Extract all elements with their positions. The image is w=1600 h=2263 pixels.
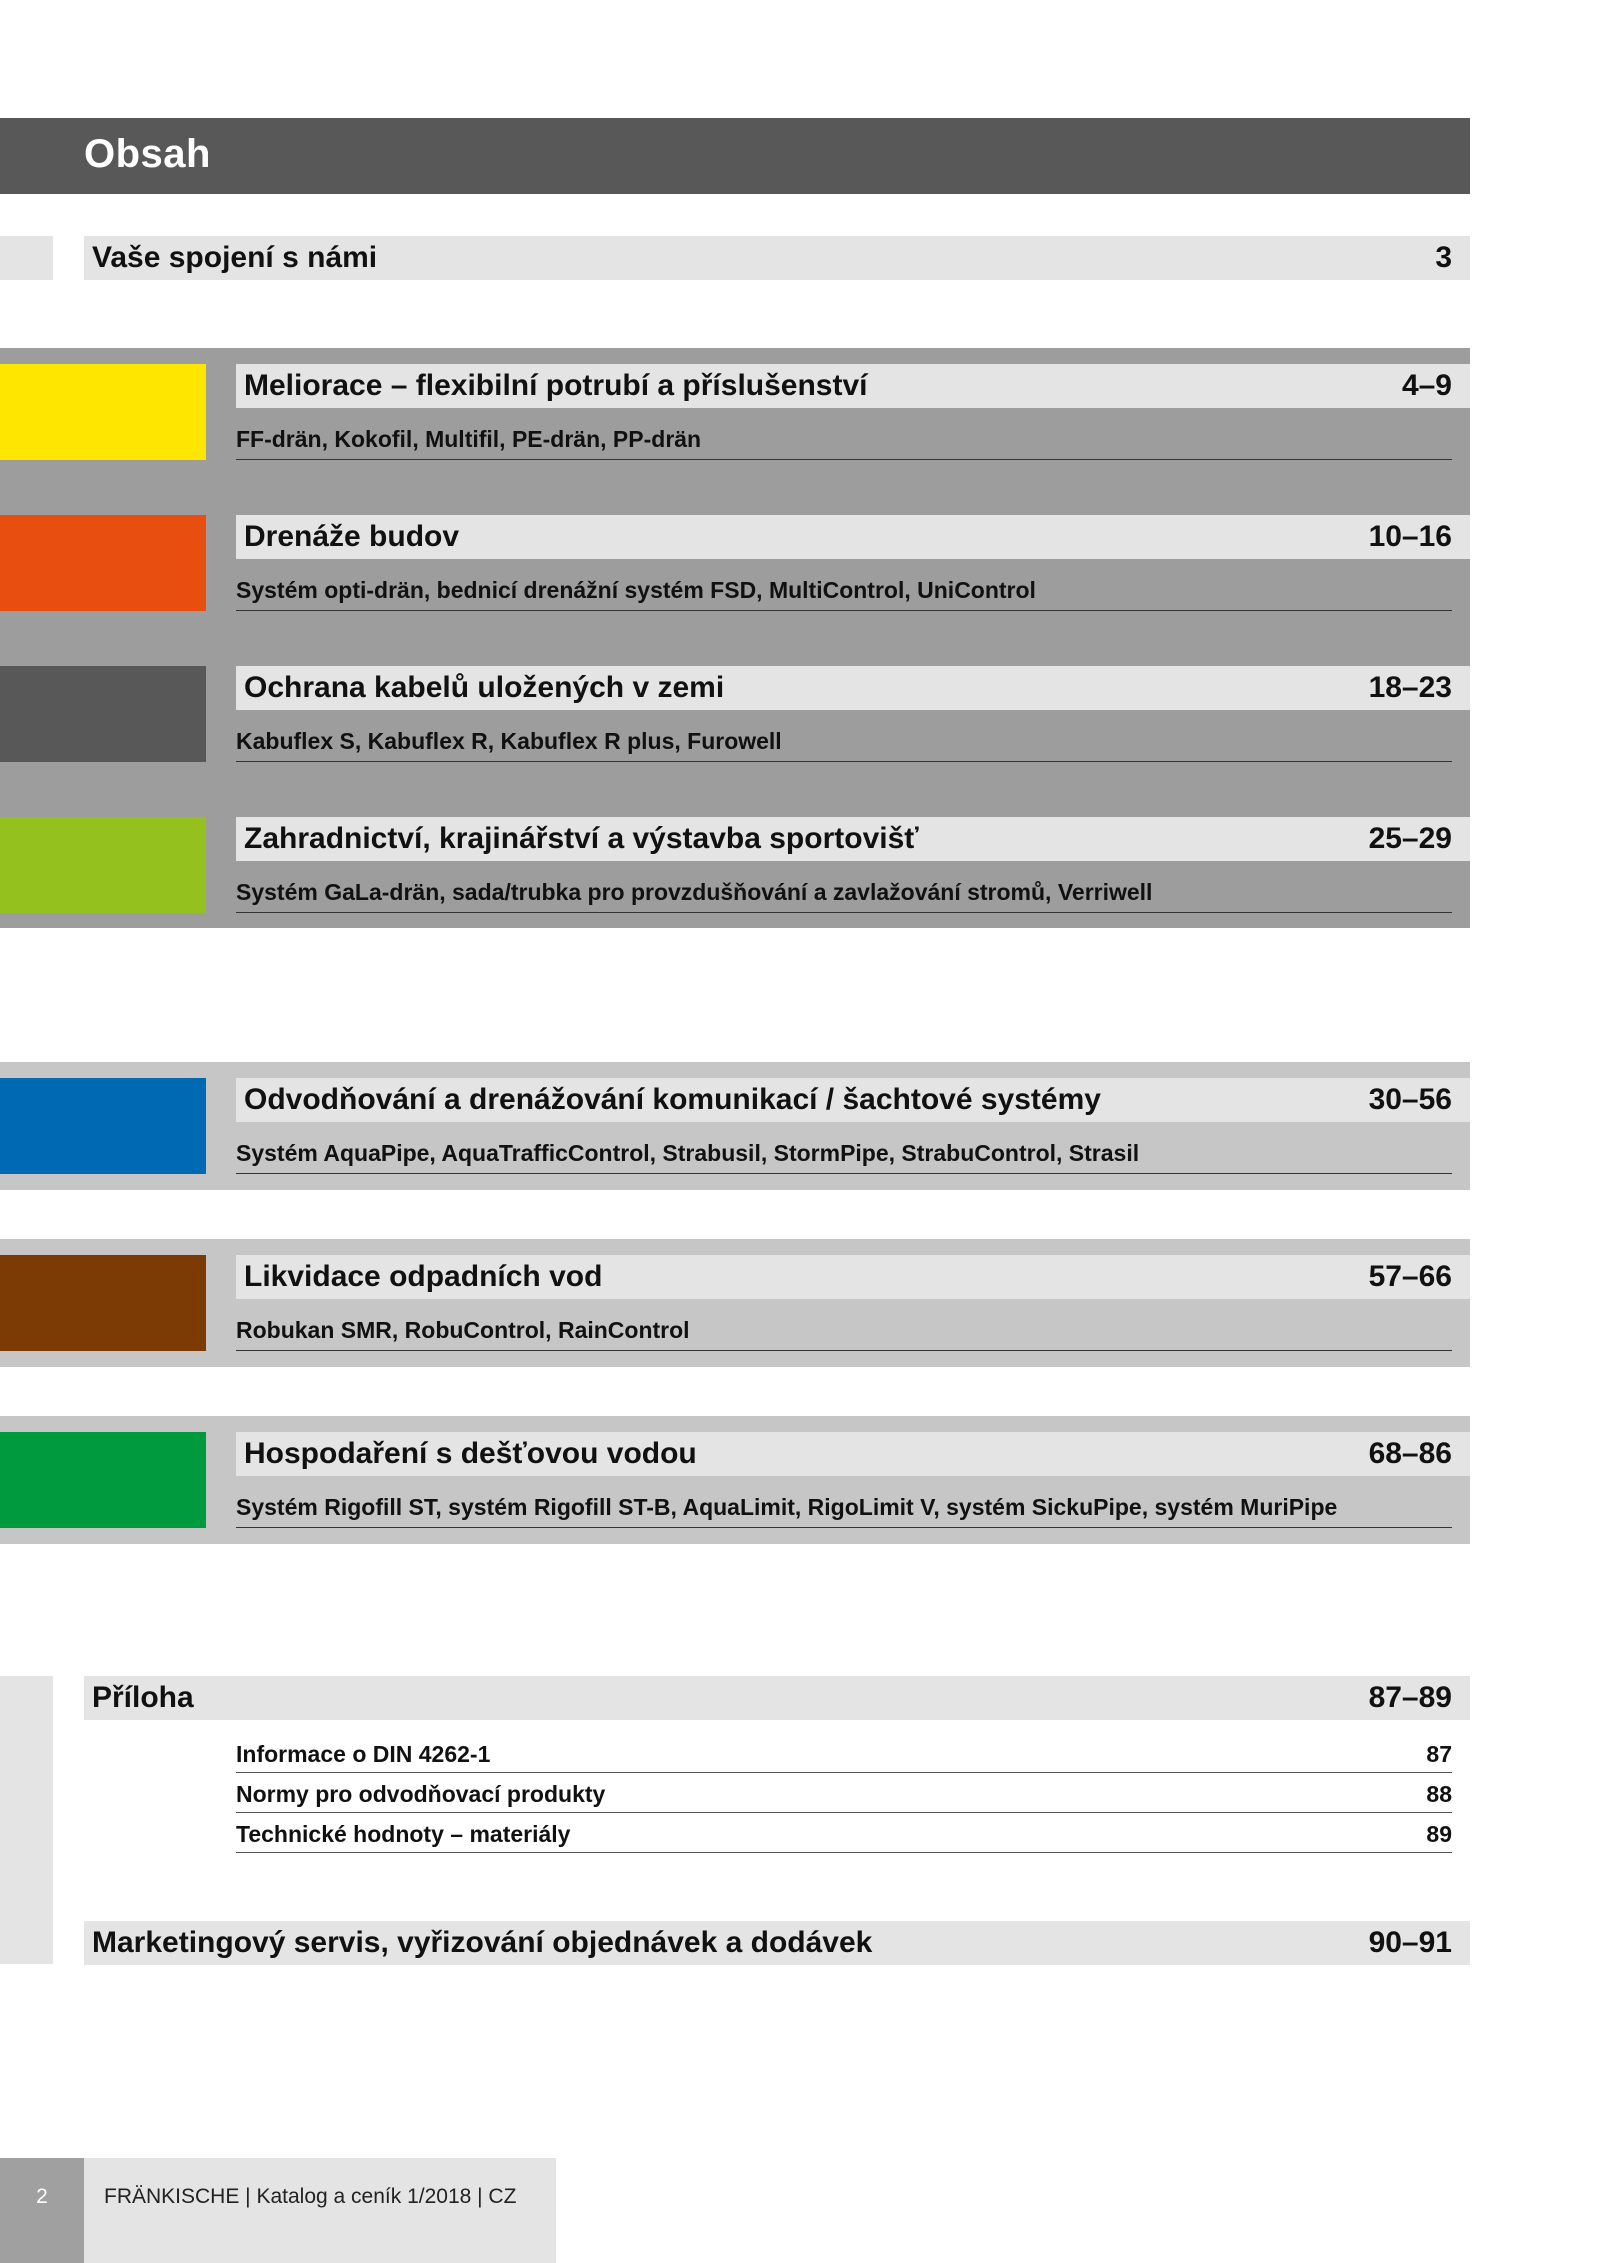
toc-entry-products: Kabuflex S, Kabuflex R, Kabuflex R plus, Furowell [236, 726, 1452, 762]
toc-entry-title: Likvidace odpadních vod [244, 1260, 603, 1293]
toc-entry-title: Vaše spojení s námi [92, 241, 378, 274]
toc-entry-title: Zahradnictví, krajinářství a výstavba sportovišť [244, 822, 919, 855]
toc-entry-section[interactable] [236, 817, 1470, 861]
footer-box [84, 2158, 556, 2263]
toc-entry-appendix[interactable] [84, 1676, 1470, 1720]
toc-entry-products: Systém opti-drän, bednicí drenážní systém FSD, MultiControl, UniControl [236, 575, 1452, 611]
toc-entry-pages: 4–9 [1401, 369, 1452, 402]
appendix-item-page: 87 [1426, 1741, 1452, 1767]
appendix-item-label: Informace o DIN 4262-1 [236, 1741, 491, 1767]
section-color-swatch [0, 1432, 206, 1528]
toc-entry-title: Ochrana kabelů uložených v zemi [244, 671, 725, 704]
intro-side-tab [0, 236, 53, 280]
appendix-item-label: Normy pro odvodňovací produkty [236, 1781, 606, 1807]
product-group-1 [0, 348, 1470, 928]
toc-entry-section[interactable] [236, 1255, 1470, 1299]
toc-entry-section[interactable] [236, 515, 1470, 559]
section-color-swatch [0, 1078, 206, 1174]
product-group-2-a [0, 1062, 1470, 1190]
toc-entry-products: Systém Rigofill ST, systém Rigofill ST-B, AquaLimit, RigoLimit V, systém SickuPipe, systém MuriPipe [236, 1492, 1452, 1528]
toc-entry-title: Drenáže budov [244, 520, 460, 553]
toc-entry-products: Systém AquaPipe, AquaTrafficControl, Strabusil, StormPipe, StrabuControl, Strasil [236, 1138, 1452, 1174]
footer-page-number: 2 [36, 2185, 48, 2208]
footer-page-box [0, 2158, 84, 2263]
toc-entry-marketing[interactable] [84, 1921, 1470, 1965]
toc-entry-title: Příloha [92, 1681, 194, 1714]
appendix-side-tab [0, 1676, 53, 1964]
section-color-swatch [0, 666, 206, 762]
appendix-item-page: 88 [1426, 1781, 1452, 1807]
toc-entry-title: Meliorace – flexibilní potrubí a příslušenství [244, 369, 868, 402]
toc-entry-pages: 57–66 [1368, 1260, 1452, 1293]
appendix-item[interactable] [236, 1817, 1452, 1853]
section-color-swatch [0, 817, 206, 913]
toc-entry-title: Odvodňování a drenážování komunikací / šachtové systémy [244, 1083, 1101, 1116]
page-title: Obsah [84, 132, 211, 176]
header-bar [0, 118, 1470, 194]
toc-entry-section[interactable] [236, 1078, 1470, 1122]
section-color-swatch [0, 515, 206, 611]
toc-entry-products: Robukan SMR, RobuControl, RainControl [236, 1315, 1452, 1351]
footer-text: FRÄNKISCHE | Katalog a ceník 1/2018 | CZ [104, 2185, 517, 2208]
toc-entry-pages: 18–23 [1368, 671, 1452, 704]
section-color-swatch [0, 364, 206, 460]
product-group-2-c [0, 1416, 1470, 1544]
toc-entry-pages: 87–89 [1368, 1681, 1452, 1714]
appendix-item-page: 89 [1426, 1821, 1452, 1847]
toc-entry-products: Systém GaLa-drän, sada/trubka pro provzdušňování a zavlažování stromů, Verriwell [236, 877, 1452, 913]
toc-entry-title: Hospodaření s dešťovou vodou [244, 1437, 697, 1470]
toc-entry-title: Marketingový servis, vyřizování objednávek a dodávek [92, 1926, 873, 1959]
toc-entry-pages: 90–91 [1368, 1926, 1452, 1959]
appendix-item[interactable] [236, 1737, 1452, 1773]
toc-entry-pages: 3 [1435, 241, 1452, 274]
toc-entry-pages: 68–86 [1368, 1437, 1452, 1470]
toc-entry-pages: 10–16 [1368, 520, 1452, 553]
toc-entry-pages: 30–56 [1368, 1083, 1452, 1116]
toc-entry-section[interactable] [236, 666, 1470, 710]
appendix-item-label: Technické hodnoty – materiály [236, 1821, 571, 1847]
toc-entry-section[interactable] [236, 364, 1470, 408]
section-color-swatch [0, 1255, 206, 1351]
toc-entry-pages: 25–29 [1368, 822, 1452, 855]
appendix-item[interactable] [236, 1777, 1452, 1813]
toc-entry-section[interactable] [236, 1432, 1470, 1476]
toc-entry-intro[interactable] [84, 236, 1470, 280]
product-group-2-b [0, 1239, 1470, 1367]
toc-entry-products: FF-drän, Kokofil, Multifil, PE-drän, PP-drän [236, 424, 1452, 460]
